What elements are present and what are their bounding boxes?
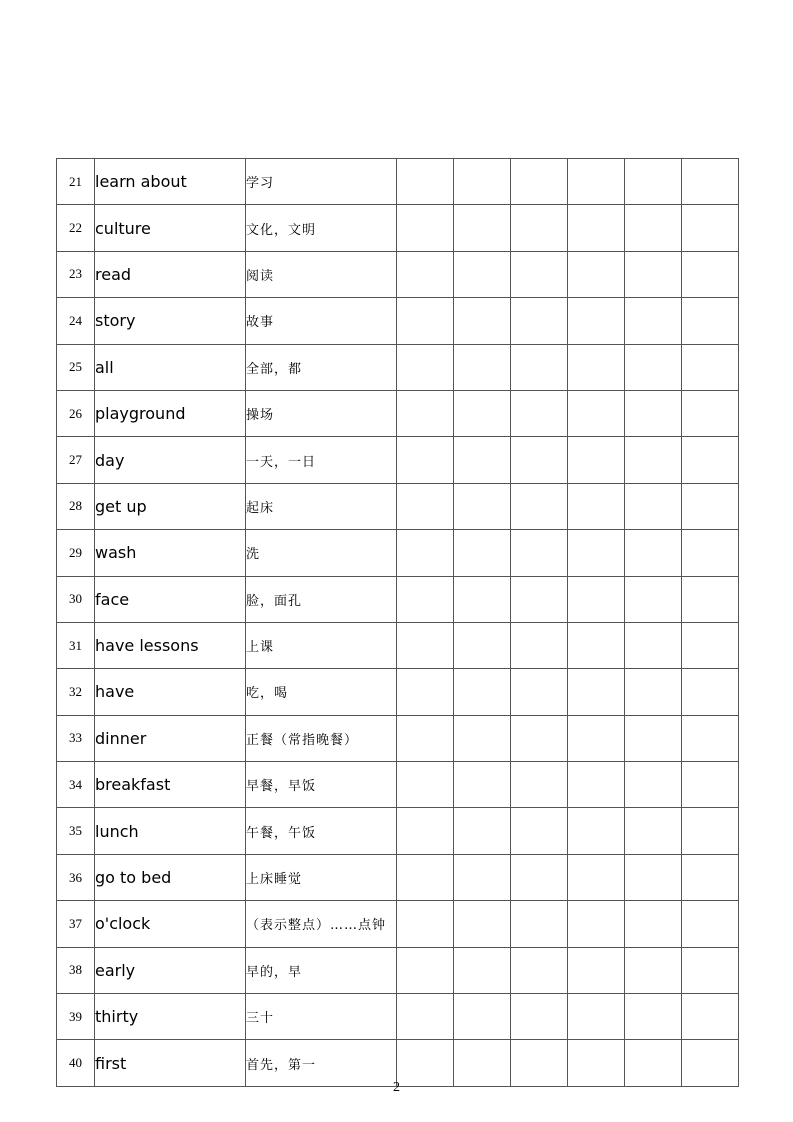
practice-cell	[511, 205, 568, 251]
table-row	[57, 622, 739, 668]
practice-cell	[454, 994, 511, 1040]
practice-cell	[454, 762, 511, 808]
chinese-meaning: 上课	[246, 622, 397, 668]
practice-cell	[454, 576, 511, 622]
practice-cell	[454, 530, 511, 576]
practice-cell	[682, 344, 739, 390]
page-number: 2	[393, 1080, 400, 1095]
chinese-meaning: 早餐，早饭	[246, 762, 397, 808]
practice-cell	[397, 483, 454, 529]
chinese-meaning: 阅读	[246, 251, 397, 297]
row-number: 32	[57, 669, 95, 715]
english-word: have	[95, 669, 246, 715]
practice-cell	[568, 808, 625, 854]
table-row	[57, 437, 739, 483]
practice-cell	[682, 715, 739, 761]
practice-cell	[625, 622, 682, 668]
chinese-meaning: 全部，都	[246, 344, 397, 390]
practice-cell	[568, 344, 625, 390]
practice-cell	[625, 947, 682, 993]
row-number: 31	[57, 622, 95, 668]
practice-cell	[568, 947, 625, 993]
practice-cell	[511, 715, 568, 761]
table-row	[57, 947, 739, 993]
practice-cell	[397, 390, 454, 436]
practice-cell	[682, 390, 739, 436]
practice-cell	[454, 669, 511, 715]
practice-cell	[454, 715, 511, 761]
chinese-meaning: 一天，一日	[246, 437, 397, 483]
row-number: 21	[57, 159, 95, 205]
practice-cell	[511, 994, 568, 1040]
practice-cell	[454, 854, 511, 900]
practice-cell	[511, 483, 568, 529]
practice-cell	[625, 808, 682, 854]
chinese-meaning: 午餐，午饭	[246, 808, 397, 854]
practice-cell	[625, 762, 682, 808]
row-number: 34	[57, 762, 95, 808]
practice-cell	[568, 530, 625, 576]
english-word: culture	[95, 205, 246, 251]
chinese-meaning: 首先，第一	[246, 1040, 397, 1086]
practice-cell	[682, 808, 739, 854]
chinese-meaning: 文化，文明	[246, 205, 397, 251]
practice-cell	[511, 622, 568, 668]
english-word: o'clock	[95, 901, 246, 947]
practice-cell	[397, 808, 454, 854]
chinese-meaning: 早的，早	[246, 947, 397, 993]
practice-cell	[397, 159, 454, 205]
row-number: 39	[57, 994, 95, 1040]
row-number: 26	[57, 390, 95, 436]
practice-cell	[397, 437, 454, 483]
row-number: 30	[57, 576, 95, 622]
practice-cell	[682, 298, 739, 344]
row-number: 23	[57, 251, 95, 297]
practice-cell	[625, 854, 682, 900]
practice-cell	[397, 298, 454, 344]
table-row	[57, 808, 739, 854]
practice-cell	[682, 530, 739, 576]
table-row	[57, 298, 739, 344]
practice-cell	[682, 854, 739, 900]
english-word: get up	[95, 483, 246, 529]
practice-cell	[397, 994, 454, 1040]
chinese-meaning: 正餐（常指晚餐）	[246, 715, 397, 761]
practice-cell	[454, 901, 511, 947]
row-number: 27	[57, 437, 95, 483]
practice-cell	[511, 530, 568, 576]
practice-cell	[682, 994, 739, 1040]
practice-cell	[682, 762, 739, 808]
chinese-meaning: 三十	[246, 994, 397, 1040]
table-row	[57, 390, 739, 436]
practice-cell	[511, 437, 568, 483]
practice-cell	[682, 159, 739, 205]
practice-cell	[454, 808, 511, 854]
table-row	[57, 344, 739, 390]
chinese-meaning: 操场	[246, 390, 397, 436]
row-number: 28	[57, 483, 95, 529]
table-row	[57, 483, 739, 529]
practice-cell	[625, 483, 682, 529]
practice-cell	[397, 530, 454, 576]
practice-cell	[682, 622, 739, 668]
practice-cell	[454, 344, 511, 390]
row-number: 40	[57, 1040, 95, 1086]
chinese-meaning: 故事	[246, 298, 397, 344]
row-number: 22	[57, 205, 95, 251]
practice-cell	[625, 344, 682, 390]
practice-cell	[397, 251, 454, 297]
practice-cell	[454, 390, 511, 436]
practice-cell	[511, 669, 568, 715]
table-row	[57, 251, 739, 297]
table-row	[57, 715, 739, 761]
table-row	[57, 205, 739, 251]
row-number: 36	[57, 854, 95, 900]
practice-cell	[454, 251, 511, 297]
practice-cell	[511, 854, 568, 900]
english-word: thirty	[95, 994, 246, 1040]
practice-cell	[568, 762, 625, 808]
practice-cell	[454, 483, 511, 529]
practice-cell	[568, 298, 625, 344]
practice-cell	[397, 622, 454, 668]
vocabulary-table-body	[57, 159, 739, 1087]
row-number: 25	[57, 344, 95, 390]
table-row	[57, 994, 739, 1040]
row-number: 38	[57, 947, 95, 993]
practice-cell	[568, 901, 625, 947]
chinese-meaning: 上床睡觉	[246, 854, 397, 900]
practice-cell	[511, 159, 568, 205]
practice-cell	[625, 205, 682, 251]
practice-cell	[682, 669, 739, 715]
english-word: all	[95, 344, 246, 390]
practice-cell	[682, 483, 739, 529]
practice-cell	[625, 576, 682, 622]
practice-cell	[568, 994, 625, 1040]
practice-cell	[625, 530, 682, 576]
chinese-meaning: 洗	[246, 530, 397, 576]
practice-cell	[682, 901, 739, 947]
row-number: 35	[57, 808, 95, 854]
practice-cell	[625, 901, 682, 947]
row-number: 33	[57, 715, 95, 761]
practice-cell	[625, 159, 682, 205]
english-word: lunch	[95, 808, 246, 854]
english-word: go to bed	[95, 854, 246, 900]
chinese-meaning: 学习	[246, 159, 397, 205]
practice-cell	[511, 298, 568, 344]
practice-cell	[511, 901, 568, 947]
table-row	[57, 576, 739, 622]
practice-cell	[682, 947, 739, 993]
english-word: story	[95, 298, 246, 344]
table-row	[57, 901, 739, 947]
practice-cell	[397, 344, 454, 390]
practice-cell	[568, 669, 625, 715]
english-word: learn about	[95, 159, 246, 205]
practice-cell	[682, 437, 739, 483]
english-word: first	[95, 1040, 246, 1086]
practice-cell	[397, 576, 454, 622]
vocabulary-table	[56, 158, 739, 1087]
practice-cell	[511, 344, 568, 390]
practice-cell	[397, 901, 454, 947]
english-word: early	[95, 947, 246, 993]
english-word: have lessons	[95, 622, 246, 668]
practice-cell	[511, 390, 568, 436]
english-word: dinner	[95, 715, 246, 761]
practice-cell	[625, 298, 682, 344]
practice-cell	[568, 576, 625, 622]
practice-cell	[454, 947, 511, 993]
practice-cell	[568, 205, 625, 251]
practice-cell	[682, 205, 739, 251]
practice-cell	[511, 251, 568, 297]
practice-cell	[454, 159, 511, 205]
chinese-meaning: 脸，面孔	[246, 576, 397, 622]
practice-cell	[454, 205, 511, 251]
practice-cell	[625, 437, 682, 483]
practice-cell	[397, 854, 454, 900]
practice-cell	[682, 576, 739, 622]
table-row	[57, 669, 739, 715]
practice-cell	[568, 251, 625, 297]
practice-cell	[568, 390, 625, 436]
table-row	[57, 762, 739, 808]
practice-cell	[397, 669, 454, 715]
table-row	[57, 159, 739, 205]
practice-cell	[397, 715, 454, 761]
practice-cell	[625, 251, 682, 297]
practice-cell	[511, 576, 568, 622]
practice-cell	[511, 808, 568, 854]
practice-cell	[568, 622, 625, 668]
practice-cell	[511, 762, 568, 808]
chinese-meaning: 吃，喝	[246, 669, 397, 715]
chinese-meaning: （表示整点）……点钟	[246, 901, 397, 947]
practice-cell	[454, 298, 511, 344]
english-word: read	[95, 251, 246, 297]
practice-cell	[568, 437, 625, 483]
row-number: 29	[57, 530, 95, 576]
practice-cell	[625, 715, 682, 761]
practice-cell	[397, 762, 454, 808]
practice-cell	[397, 947, 454, 993]
practice-cell	[625, 994, 682, 1040]
row-number: 37	[57, 901, 95, 947]
practice-cell	[454, 437, 511, 483]
practice-cell	[568, 715, 625, 761]
practice-cell	[625, 669, 682, 715]
practice-cell	[568, 159, 625, 205]
practice-cell	[397, 205, 454, 251]
table-row	[57, 854, 739, 900]
row-number: 24	[57, 298, 95, 344]
practice-cell	[454, 622, 511, 668]
english-word: wash	[95, 530, 246, 576]
english-word: breakfast	[95, 762, 246, 808]
practice-cell	[568, 483, 625, 529]
english-word: day	[95, 437, 246, 483]
practice-cell	[511, 947, 568, 993]
practice-cell	[625, 390, 682, 436]
practice-cell	[682, 251, 739, 297]
english-word: playground	[95, 390, 246, 436]
practice-cell	[568, 854, 625, 900]
table-row	[57, 530, 739, 576]
english-word: face	[95, 576, 246, 622]
chinese-meaning: 起床	[246, 483, 397, 529]
